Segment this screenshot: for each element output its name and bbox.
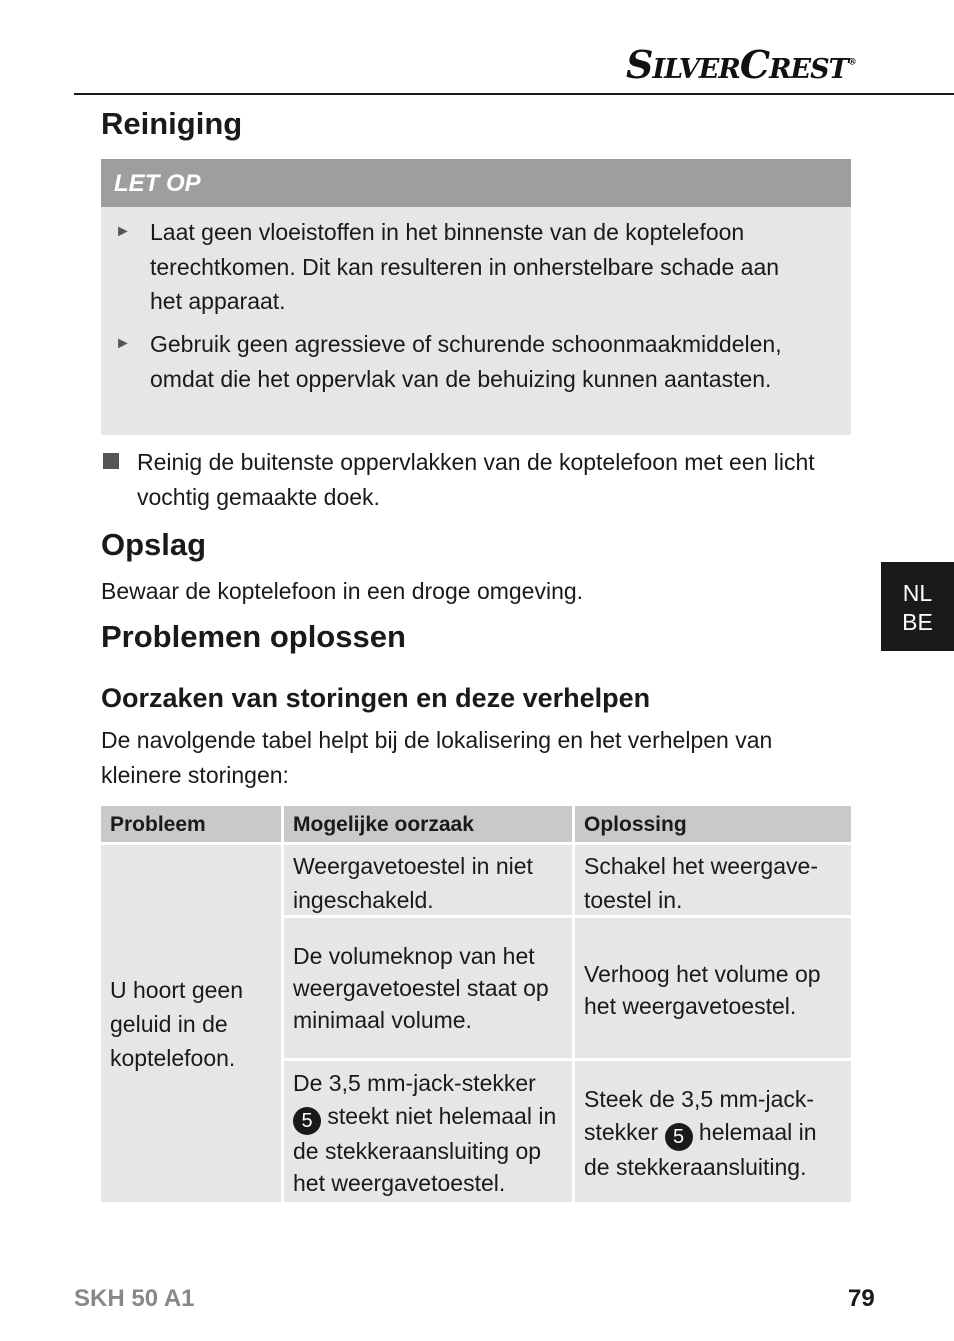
cause-cell bbox=[284, 1061, 572, 1202]
solution-text: Steek de 3,5 mm-jack-stekker bbox=[584, 1086, 815, 1145]
solution-cell bbox=[575, 1061, 851, 1202]
cleaning-step: Reinig de buitenste oppervlakken van de koptelefoon met een licht vochtig gemaakte doek. bbox=[137, 449, 815, 510]
caution-item: ► Laat geen vloeistoffen in het binnenste van de koptelefoon terechtkomen. Dit kan resulteren in onherstelbare schade aan het apparaat. bbox=[115, 215, 795, 319]
solution-cell: Verhoog het volume op het weergavetoestel. bbox=[575, 918, 851, 1058]
storage-text: Bewaar de koptelefoon in een droge omgeving. bbox=[101, 578, 584, 604]
table-header: Mogelijke oorzaak bbox=[284, 806, 572, 842]
lang-nl: NL bbox=[902, 580, 933, 606]
part-number-badge: 5 bbox=[665, 1123, 693, 1151]
brand-name: SilverCrest bbox=[626, 42, 848, 87]
header-rule bbox=[74, 93, 954, 95]
language-tab bbox=[881, 562, 954, 651]
cause-cell: Weergavetoestel in niet ingeschakeld. bbox=[284, 845, 572, 915]
part-number-badge: 5 bbox=[293, 1107, 321, 1135]
solution-text: helemaal in de stekkeraansluiting. bbox=[584, 1119, 817, 1180]
problem-cell bbox=[101, 845, 281, 1202]
caution-title: LET OP bbox=[101, 159, 851, 207]
troubleshooting-intro: De navolgende tabel helpt bij de lokalisering en het verhelpen van kleinere storingen: bbox=[101, 727, 773, 788]
lang-be: BE bbox=[902, 609, 933, 635]
table-header: Oplossing bbox=[575, 806, 851, 842]
caution-item: ► Gebruik geen agressieve of schurende schoonmaakmiddelen, omdat die het oppervlak van de behuizing kunnen aantasten. bbox=[115, 327, 795, 396]
solution-cell: Schakel het weergavetoestel in. bbox=[575, 845, 851, 915]
problem-text: U hoort geen geluid in de koptelefoon. bbox=[110, 976, 243, 1071]
silvercrest-logo bbox=[626, 42, 856, 87]
section-title-cleaning: Reiniging bbox=[101, 106, 243, 141]
table-header: Probleem bbox=[101, 806, 281, 842]
page-number: 79 bbox=[848, 1285, 875, 1312]
cause-text: steekt niet helemaal in de stekkeraansluiting op het weergavetoestel. bbox=[293, 1102, 557, 1196]
subsection-title: Oorzaken van storingen en deze verhelpen bbox=[101, 683, 651, 713]
registered-mark-icon: ® bbox=[847, 57, 856, 68]
section-title-troubleshooting: Problemen oplossen bbox=[101, 619, 406, 654]
cause-cell: De volumeknop van het weergavetoestel staat op minimaal volume. bbox=[284, 918, 572, 1058]
arrow-icon: ► bbox=[115, 335, 131, 352]
arrow-icon: ► bbox=[115, 223, 131, 240]
section-title-storage: Opslag bbox=[101, 527, 207, 562]
cause-text: De 3,5 mm-jack-stekker bbox=[293, 1070, 536, 1096]
square-bullet-icon bbox=[103, 453, 119, 469]
footer-model: SKH 50 A1 bbox=[74, 1285, 195, 1312]
caution-box bbox=[101, 159, 851, 435]
